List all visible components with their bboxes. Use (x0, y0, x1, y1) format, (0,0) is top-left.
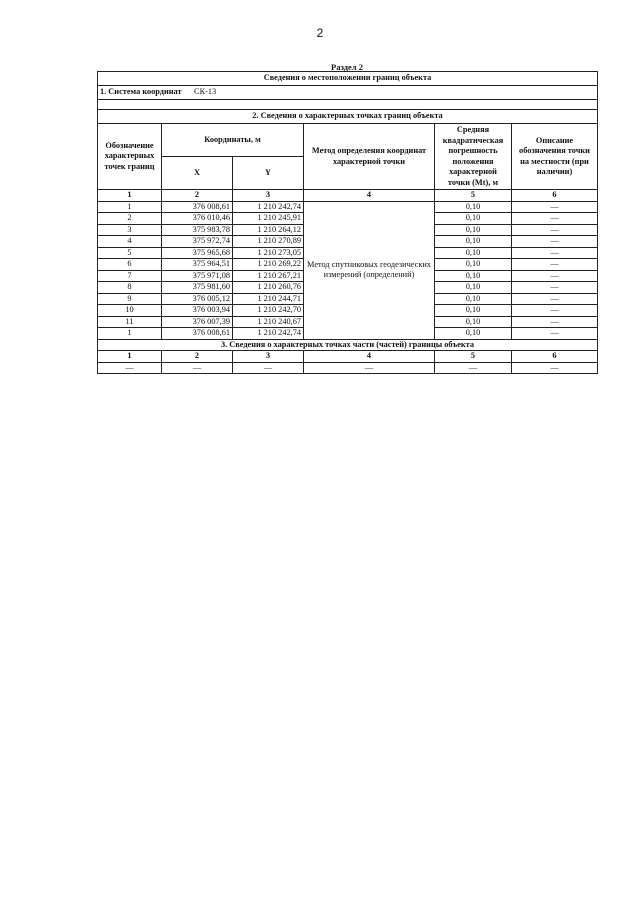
error-cell: 0,10 (435, 328, 512, 340)
x-coordinate-cell: 376 007,39 (162, 316, 233, 328)
x-coordinate-cell: 376 005,12 (162, 293, 233, 305)
parts-heading: 3. Сведения о характерных точках части (частей) границы объекта (98, 339, 598, 351)
col-header-point: Обозначение характерных точек границ (98, 124, 162, 190)
parts-cell: — (304, 362, 435, 374)
y-coordinate-cell: 1 210 242,70 (233, 305, 304, 317)
point-cell: 2 (98, 213, 162, 225)
description-cell: — (512, 305, 598, 317)
column-number-row (98, 190, 598, 202)
y-coordinate-cell: 1 210 244,71 (233, 293, 304, 305)
x-coordinate-cell: 376 008,61 (162, 201, 233, 213)
parts-column-number: 4 (304, 351, 435, 363)
parts-column-number: 1 (98, 351, 162, 363)
description-cell: — (512, 282, 598, 294)
x-coordinate-cell: 376 008,61 (162, 328, 233, 340)
y-coordinate-cell: 1 210 242,74 (233, 328, 304, 340)
point-cell: 6 (98, 259, 162, 271)
point-cell: 7 (98, 270, 162, 282)
x-coordinate-cell: 375 983,78 (162, 224, 233, 236)
y-coordinate-cell: 1 210 260,76 (233, 282, 304, 294)
error-cell: 0,10 (435, 293, 512, 305)
y-coordinate-cell: 1 210 267,21 (233, 270, 304, 282)
point-cell: 9 (98, 293, 162, 305)
page-number: 2 (316, 26, 324, 40)
x-coordinate-cell: 375 964,51 (162, 259, 233, 271)
parts-cell: — (98, 362, 162, 374)
description-cell: — (512, 293, 598, 305)
location-heading: Сведения о местоположении границ объекта (98, 72, 598, 86)
col-header-x: X (162, 157, 233, 190)
parts-cell: — (233, 362, 304, 374)
description-cell: — (512, 259, 598, 271)
y-coordinate-cell: 1 210 269,22 (233, 259, 304, 271)
point-cell: 8 (98, 282, 162, 294)
points-heading: 2. Сведения о характерных точках границ объекта (98, 110, 598, 124)
error-cell: 0,10 (435, 201, 512, 213)
point-cell: 1 (98, 328, 162, 340)
point-cell: 4 (98, 236, 162, 248)
description-cell: — (512, 201, 598, 213)
error-cell: 0,10 (435, 224, 512, 236)
parts-column-number: 2 (162, 351, 233, 363)
y-coordinate-cell: 1 210 264,12 (233, 224, 304, 236)
column-number: 6 (512, 190, 598, 202)
parts-column-number: 3 (233, 351, 304, 363)
col-header-method: Метод определения координат характерной точки (304, 124, 435, 190)
description-cell: — (512, 270, 598, 282)
coordinate-system-row (98, 86, 598, 100)
description-cell: — (512, 236, 598, 248)
column-number: 1 (98, 190, 162, 202)
description-cell: — (512, 224, 598, 236)
error-cell: 0,10 (435, 259, 512, 271)
error-cell: 0,10 (435, 236, 512, 248)
y-coordinate-cell: 1 210 273,05 (233, 247, 304, 259)
y-coordinate-cell: 1 210 270,89 (233, 236, 304, 248)
y-coordinate-cell: 1 210 242,74 (233, 201, 304, 213)
parts-row (98, 362, 598, 374)
col-header-coords: Координаты, м (162, 124, 304, 157)
description-cell: — (512, 213, 598, 225)
error-cell: 0,10 (435, 316, 512, 328)
error-cell: 0,10 (435, 305, 512, 317)
point-cell: 11 (98, 316, 162, 328)
x-coordinate-cell: 375 965,68 (162, 247, 233, 259)
parts-cell: — (162, 362, 233, 374)
coordinate-system-label: 1. Система координат (100, 87, 182, 97)
point-cell: 1 (98, 201, 162, 213)
x-coordinate-cell: 375 971,08 (162, 270, 233, 282)
col-header-error: Средняя квадратическая погрешность положения характерной точки (Mt), м (435, 124, 512, 190)
point-cell: 5 (98, 247, 162, 259)
col-header-y: Y (233, 157, 304, 190)
point-cell: 3 (98, 224, 162, 236)
x-coordinate-cell: 376 003,94 (162, 305, 233, 317)
parts-column-number: 5 (435, 351, 512, 363)
description-cell: — (512, 328, 598, 340)
col-header-description: Описание обозначения точки на местности (при наличии) (512, 124, 598, 190)
description-cell: — (512, 247, 598, 259)
parts-cell: — (435, 362, 512, 374)
y-coordinate-cell: 1 210 245,91 (233, 213, 304, 225)
parts-column-number-row (98, 351, 598, 363)
table-row (98, 201, 598, 213)
description-cell: — (512, 316, 598, 328)
point-cell: 10 (98, 305, 162, 317)
column-number: 4 (304, 190, 435, 202)
column-number: 2 (162, 190, 233, 202)
column-number: 3 (233, 190, 304, 202)
x-coordinate-cell: 375 972,74 (162, 236, 233, 248)
error-cell: 0,10 (435, 270, 512, 282)
coordinate-system-value: СК-13 (194, 87, 217, 97)
boundary-table (97, 71, 598, 374)
y-coordinate-cell: 1 210 240,67 (233, 316, 304, 328)
blank-row (98, 100, 598, 110)
error-cell: 0,10 (435, 247, 512, 259)
parts-column-number: 6 (512, 351, 598, 363)
x-coordinate-cell: 375 981,60 (162, 282, 233, 294)
error-cell: 0,10 (435, 213, 512, 225)
parts-cell: — (512, 362, 598, 374)
error-cell: 0,10 (435, 282, 512, 294)
x-coordinate-cell: 376 010,46 (162, 213, 233, 225)
section-title: Раздел 2 (331, 62, 363, 72)
column-number: 5 (435, 190, 512, 202)
method-cell: Метод спутниковых геодезических измерений (определений) (304, 201, 435, 339)
